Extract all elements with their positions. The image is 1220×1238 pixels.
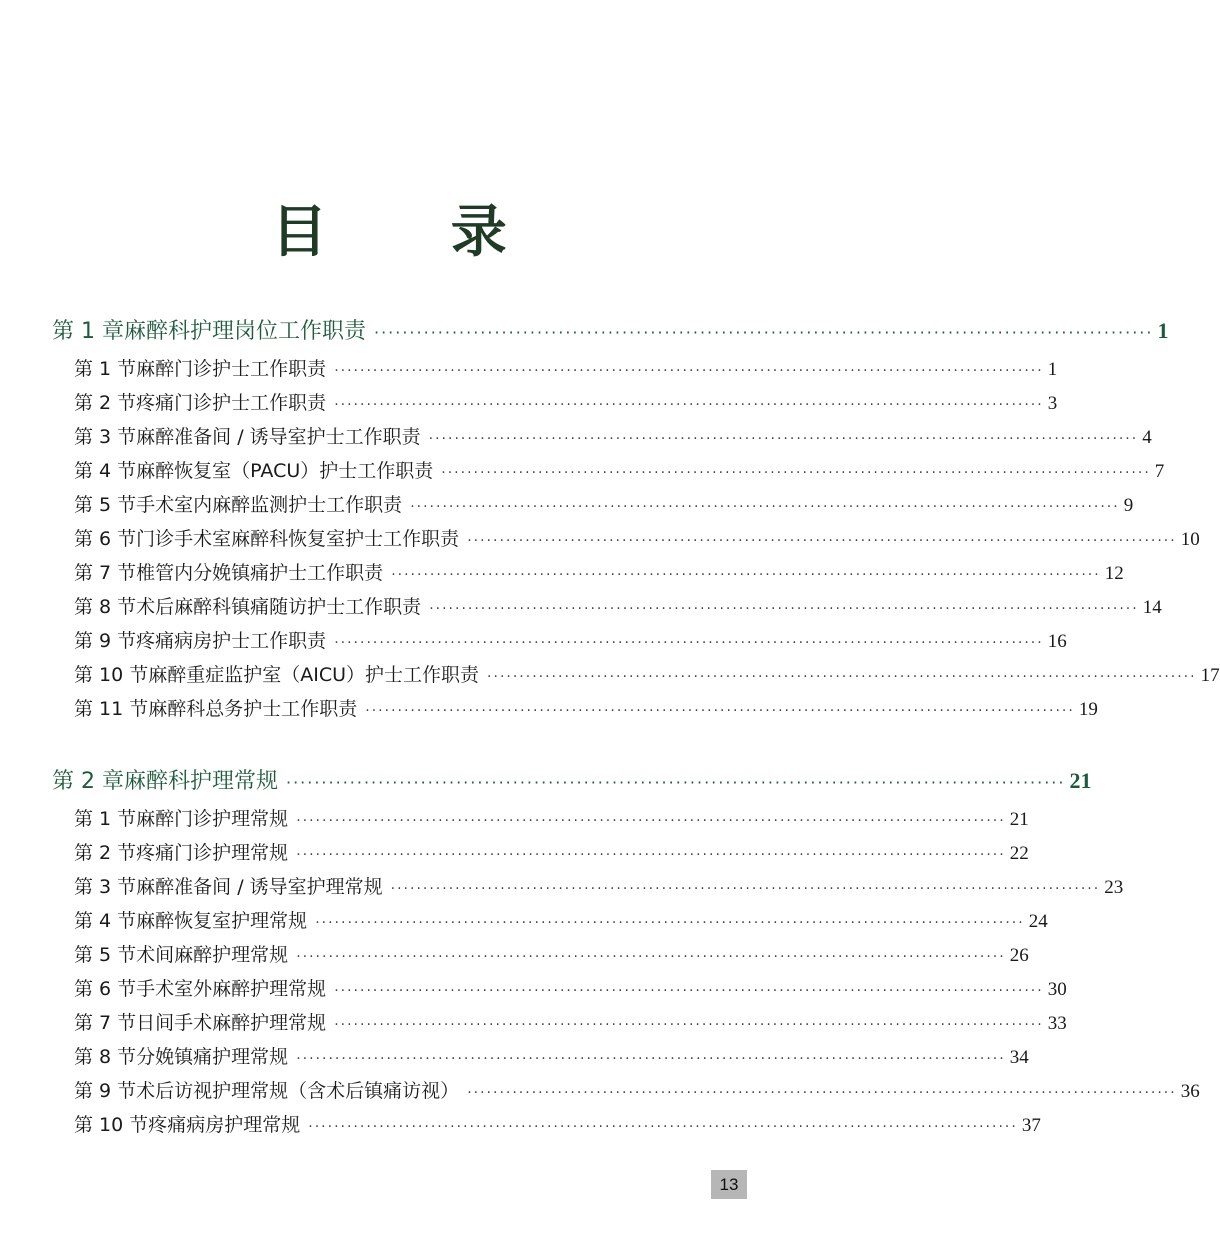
section-number: 第 2 节 [74,392,137,414]
section-number: 第 7 节 [74,1012,137,1034]
section-number: 第 9 节 [74,630,137,652]
section-number: 第 6 节 [74,528,137,550]
toc-section[interactable] [74,660,1220,694]
section-number: 第 2 节 [74,842,137,864]
dot-leader: ·············································································································· [334,363,1044,379]
dot-leader: ·············································································································· [308,1119,1018,1135]
toc-section[interactable] [74,1008,1067,1042]
section-title: 手术室外麻醉护理常规 [136,978,327,1000]
toc-section[interactable] [74,456,1165,490]
chapter-title: 麻醉科护理常规 [123,769,278,794]
dot-leader: ·············································································································· [429,601,1139,617]
section-number: 第 6 节 [74,978,137,1000]
section-page: 17 [1200,665,1220,686]
section-title: 日间手术麻醉护理常规 [136,1012,327,1034]
toc-section[interactable] [74,872,1124,906]
chapter-number: 第 2 章 [52,769,124,794]
toc-section[interactable] [74,974,1067,1008]
section-page: 22 [1009,843,1029,864]
section-number: 第 11 节 [74,698,149,720]
dot-leader: ·············································································································· [410,499,1120,515]
dot-leader: ·············································································································· [467,533,1177,549]
toc-section[interactable] [74,626,1067,660]
toc-section[interactable] [74,558,1124,592]
section-title: 麻醉科总务护士工作职责 [148,698,358,720]
section-number: 第 9 节 [74,1080,137,1102]
section-number: 第 5 节 [74,494,137,516]
dot-leader: ·············································································································· [334,1017,1044,1033]
dot-leader: ·············································································································· [286,773,1066,792]
toc-section[interactable] [74,940,1029,974]
dot-leader: ·············································································································· [334,397,1044,413]
section-page: 14 [1142,597,1162,618]
dot-leader: ·············································································································· [487,669,1197,685]
toc-section[interactable] [74,490,1134,524]
dot-leader: ·············································································································· [334,983,1044,999]
toc-section[interactable] [74,388,1058,422]
dot-leader: ·············································································································· [296,847,1006,863]
section-page: 36 [1180,1081,1200,1102]
section-title: 疼痛门诊护理常规 [136,842,289,864]
section-title: 麻醉门诊护士工作职责 [136,358,327,380]
toc-section[interactable] [74,906,1048,940]
section-number: 第 3 节 [74,426,137,448]
chapter-number: 第 1 章 [52,319,124,344]
section-title: 椎管内分娩镇痛护士工作职责 [136,562,384,584]
dot-leader: ·············································································································· [441,465,1151,481]
section-page: 26 [1009,945,1029,966]
section-page: 19 [1078,699,1098,720]
section-title: 门诊手术室麻醉科恢复室护士工作职责 [136,528,460,550]
section-title: 麻醉准备间 / 诱导室护理常规 [136,876,383,898]
section-title: 麻醉准备间 / 诱导室护士工作职责 [136,426,421,448]
section-title: 麻醉恢复室护理常规 [136,910,308,932]
toc-chapter-2[interactable] [52,764,1092,800]
section-page: 12 [1104,563,1124,584]
dot-leader: ·············································································································· [365,703,1075,719]
section-page: 24 [1028,911,1048,932]
section-number: 第 3 节 [74,876,137,898]
toc-chapter-1[interactable] [52,314,1169,350]
dot-leader: ·············································································································· [428,431,1139,447]
section-number: 第 4 节 [74,910,137,932]
section-number: 第 1 节 [74,358,137,380]
page-title: 目 录 [271,199,559,265]
section-page: 10 [1180,529,1200,550]
chapter-page: 1 [1157,318,1169,343]
section-page: 1 [1047,359,1058,380]
section-number: 第 4 节 [74,460,137,482]
section-title: 术后访视护理常规（含术后镇痛访视） [136,1080,460,1102]
toc-section[interactable] [74,592,1162,626]
dot-leader: ·············································································································· [296,813,1006,829]
section-page: 7 [1154,461,1165,482]
toc-section[interactable] [74,1042,1029,1076]
section-title: 疼痛门诊护士工作职责 [136,392,327,414]
section-title: 术后麻醉科镇痛随访护士工作职责 [136,596,422,618]
section-number: 第 7 节 [74,562,137,584]
toc-section[interactable] [74,1076,1200,1110]
section-page: 16 [1047,631,1067,652]
section-title: 分娩镇痛护理常规 [136,1046,289,1068]
section-page: 34 [1009,1047,1029,1068]
section-page: 23 [1104,877,1124,898]
section-number: 第 5 节 [74,944,137,966]
toc-section[interactable] [74,354,1058,388]
section-title: 术间麻醉护理常规 [136,944,289,966]
section-page: 4 [1142,427,1152,448]
section-title: 麻醉门诊护理常规 [136,808,289,830]
section-number: 第 1 节 [74,808,137,830]
dot-leader: ·············································································································· [391,567,1101,583]
toc-section[interactable] [74,1110,1041,1144]
section-title: 麻醉重症监护室（AICU）护士工作职责 [148,664,480,686]
section-title: 疼痛病房护理常规 [148,1114,301,1136]
toc-section[interactable] [74,422,1152,456]
dot-leader: ·············································································································· [315,915,1025,931]
chapter-page: 21 [1069,768,1092,793]
toc-section[interactable] [74,524,1200,558]
section-page: 21 [1009,809,1029,830]
dot-leader: ·············································································································· [296,949,1006,965]
section-number: 第 8 节 [74,1046,137,1068]
toc-section[interactable] [74,694,1098,728]
section-number: 第 10 节 [74,1114,149,1136]
section-page: 30 [1047,979,1067,1000]
section-title: 手术室内麻醉监测护士工作职责 [136,494,403,516]
section-number: 第 8 节 [74,596,137,618]
chapter-title: 麻醉科护理岗位工作职责 [123,319,366,344]
dot-leader: ·············································································································· [296,1051,1006,1067]
dot-leader: ·············································································································· [374,323,1154,342]
section-page: 33 [1047,1013,1067,1034]
toc-section[interactable] [74,838,1029,872]
section-title: 疼痛病房护士工作职责 [136,630,327,652]
section-page: 3 [1047,393,1058,414]
section-number: 第 10 节 [74,664,149,686]
section-page: 37 [1021,1115,1041,1136]
dot-leader: ·············································································································· [390,881,1101,897]
dot-leader: ·············································································································· [334,635,1044,651]
toc-section[interactable] [74,804,1029,838]
dot-leader: ·············································································································· [467,1085,1177,1101]
section-title: 麻醉恢复室（PACU）护士工作职责 [136,460,434,482]
page-number: 13 [711,1170,747,1199]
section-page: 9 [1123,495,1134,516]
